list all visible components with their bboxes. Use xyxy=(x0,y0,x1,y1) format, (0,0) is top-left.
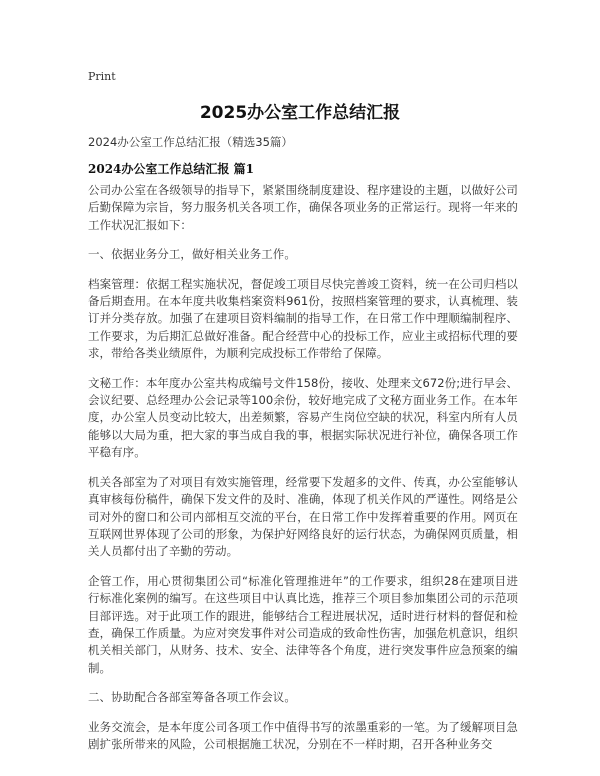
paragraph-secretarial: 文秘工作：本年度办公室共构成编号文件158份，接收、处理来文672份;进行早会、会议纪要、总经理办公会记录等100余份，较好地完成了文秘方面业务工作。在本年度，办公室人员变动比较大，出差频繁，容易产生岗位空缺的状况，科室内所有人员能够以大局为重，把大家的事当成自我的事，根据实际状况进行补位，确保各项工作平稳有序。 xyxy=(88,375,518,460)
section-heading: 2024办公室工作总结汇报 篇1 xyxy=(88,162,254,176)
print-link[interactable]: Print xyxy=(88,70,116,83)
paragraph-management: 企管工作，用心贯彻集团公司“标准化管理推进年”的工作要求，组织28在建项目进行标准化案例的编写。在这些项目中认真比选，推荐三个项目参加集团公司的示范项目部评选。对于此项工作的跟进，能够结合工程进展状况，适时进行材料的督促和检查，确保工作质量。为应对突发事件对公司造成的致命性伤害，加强危机意识，组织机关相关部门，从财务、技术、安全、法律等各个角度，进行突发事件应急预案的编制。 xyxy=(88,573,518,675)
paragraph-archives: 档案管理：依据工程实施状况，督促竣工项目尽快完善竣工资料，统一在公司归档以备后期查用。在本年度共收集档案资料961份，按照档案管理的要求，认真梳理、装订并分类存放。加强了在建项目资料编制的指导工作，在日常工作中理顺编制程序、工作要求，为后期汇总做好准备。配合经营中心的投标工作，应业主或招标代理的要求，带给各类业绩原件，为顺利完成投标工作带给了保障。 xyxy=(88,276,518,361)
document-subtitle: 2024办公室工作总结汇报（精选35篇） xyxy=(88,135,293,149)
paragraph-intro: 公司办公室在各级领导的指导下，紧紧围绕制度建设、程序建设的主题，以做好公司后勤保障为宗旨，努力服务机关各项工作，确保各项业务的正常运行。现将一年来的工作状况汇报如下： xyxy=(88,183,518,232)
document-title: 2025办公室工作总结汇报 xyxy=(199,103,401,123)
paragraph-exchange-meeting: 业务交流会，是本年度公司各项工作中值得书写的浓墨重彩的一笔。为了缓解项目急剧扩张所带来的风险，公司根据施工状况，分别在不一样时期，召开各种业务交 xyxy=(88,719,518,751)
document-body xyxy=(88,182,518,765)
paragraph-documents-network: 机关各部室为了对项目有效实施管理，经常要下发超多的文件、传真，办公室能够认真审核每份稿件，确保下发文件的及时、准确，体现了机关作风的严谨性。网络是公司对外的窗口和公司内部相互交流的平台，在日常工作中发挥着重要的作用。网页在互联网世界体现了公司的形象，为保护好网络良好的运行状态，为确保网页质量，相关人员都付出了辛勤的劳动。 xyxy=(88,474,518,559)
paragraph-heading-1: 一、依据业务分工，做好相关业务工作。 xyxy=(88,247,296,262)
paragraph-heading-2: 二、协助配合各部室筹备各项工作会议。 xyxy=(88,690,296,705)
